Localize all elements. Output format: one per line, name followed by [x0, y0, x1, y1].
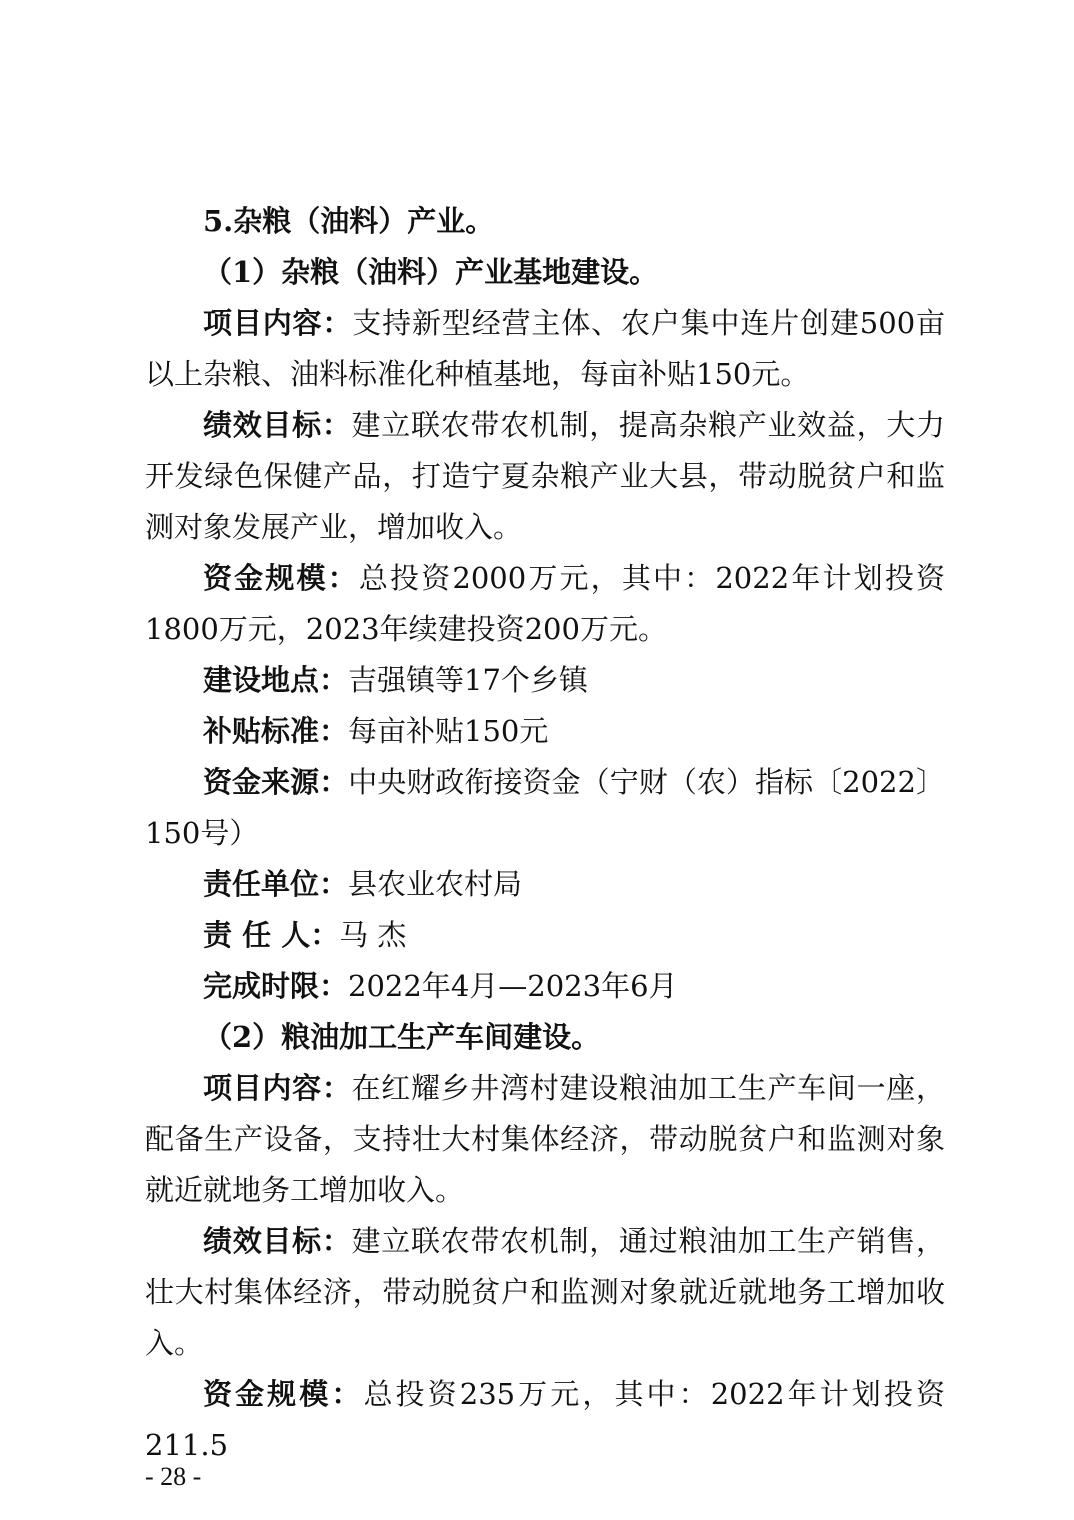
- value: 中央财政衔接资金（宁财（农）指标〔2022〕150号）: [145, 765, 945, 850]
- responsible-person-paragraph: [145, 910, 945, 961]
- performance-goal-paragraph: [145, 1216, 945, 1369]
- location-paragraph: [145, 655, 945, 706]
- value: 建立联农带农机制，提高杂粮产业效益，大力开发绿色保健产品，打造宁夏杂粮产业大县，带动脱贫户和监测对象发展产业，增加收入。: [145, 408, 945, 544]
- label: 责 任 人：: [203, 918, 340, 952]
- label: 项目内容：: [203, 1071, 352, 1105]
- subsection-title-1: （1）杂粮（油料）产业基地建设。: [203, 255, 659, 289]
- funding-scale-paragraph: [145, 1369, 945, 1471]
- subsidy-paragraph: [145, 706, 945, 757]
- funding-scale-paragraph: [145, 553, 945, 655]
- value: 县农业农村局: [348, 867, 523, 901]
- funding-source-paragraph: [145, 757, 945, 859]
- value: 在红耀乡井湾村建设粮油加工生产车间一座，配备生产设备，支持壮大村集体经济，带动脱贫户和监测对象就近就地务工增加收入。: [145, 1071, 945, 1207]
- value: 支持新型经营主体、农户集中连片创建500亩以上杂粮、油料标准化种植基地，每亩补贴150元。: [145, 306, 945, 391]
- project-content-paragraph: [145, 298, 945, 400]
- label: 完成时限：: [203, 969, 349, 1003]
- page-number: - 28 -: [145, 1462, 202, 1491]
- value: 马 杰: [339, 918, 407, 952]
- label: 项目内容：: [203, 306, 353, 340]
- section-heading: 5.杂粮（油料）产业。: [203, 204, 495, 238]
- value: 吉强镇等17个乡镇: [348, 663, 588, 697]
- document-body: [145, 196, 945, 1471]
- value: 总投资235万元，其中：2022年计划投资211.5: [145, 1377, 945, 1462]
- label: 资金规模：: [203, 1377, 364, 1411]
- value: 每亩补贴150元: [348, 714, 549, 748]
- label: 建设地点：: [203, 663, 349, 697]
- label: 绩效目标：: [203, 1224, 352, 1258]
- label: 绩效目标：: [203, 408, 352, 442]
- label: 资金规模：: [203, 561, 359, 595]
- subsection-title-2: （2）粮油加工生产车间建设。: [203, 1020, 601, 1054]
- value: 建立联农带农机制，通过粮油加工生产销售，壮大村集体经济，带动脱贫户和监测对象就近就地务工增加收入。: [145, 1224, 945, 1360]
- value: 总投资2000万元，其中：2022年计划投资1800万元，2023年续建投资200万元。: [145, 561, 945, 646]
- label: 责任单位：: [203, 867, 349, 901]
- deadline-paragraph: [145, 961, 945, 1012]
- label: 资金来源：: [203, 765, 349, 799]
- project-content-paragraph: [145, 1063, 945, 1216]
- responsible-unit-paragraph: [145, 859, 945, 910]
- performance-goal-paragraph: [145, 400, 945, 553]
- value: 2022年4月—2023年6月: [348, 969, 678, 1003]
- label: 补贴标准：: [203, 714, 349, 748]
